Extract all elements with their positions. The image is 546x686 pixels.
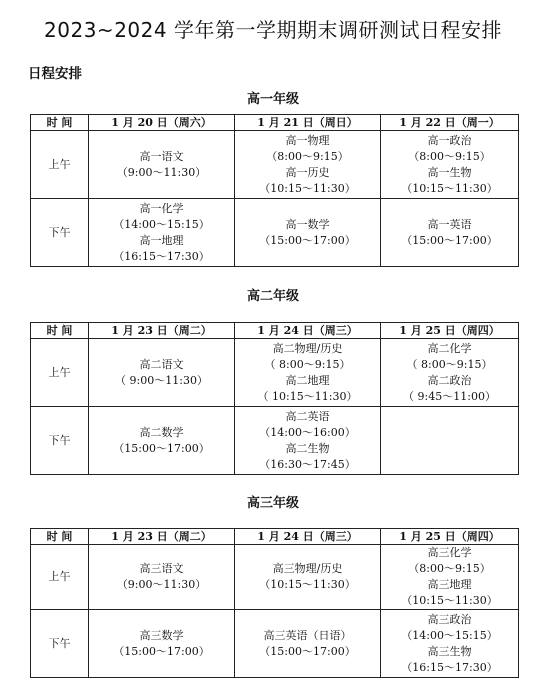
exam-subject: 高二生物 [285,441,330,455]
exam-cell [381,545,519,610]
exam-subject: 高二物理/历史 [272,341,343,355]
exam-cell [89,407,235,475]
exam-time: （16:30～17:45） [259,457,356,471]
column-header: 时 间 [31,115,89,131]
column-header: 时 间 [31,323,89,339]
exam-time: （10:15～11:30） [401,181,498,195]
table-row [31,545,519,610]
column-header: 1 月 21 日（周日） [235,115,381,131]
exam-time: （16:15～17:30） [113,249,210,263]
exam-time: （8:00～9:15） [266,149,349,163]
grade-heading: 高一年级 [246,92,299,107]
exam-cell [235,610,381,678]
exam-time: （14:00～15:15） [113,217,210,231]
exam-subject: 高三语文 [139,562,184,575]
table-header-row [31,323,519,339]
period-label: 上午 [31,339,89,407]
grade-heading: 高二年级 [246,289,299,304]
exam-subject: 高一语文 [139,149,184,163]
exam-cell [89,545,235,610]
column-header: 1 月 25 日（周四） [381,529,519,545]
exam-cell [89,339,235,407]
table-row [31,199,519,267]
exam-subject: 高三物理/历史 [272,562,343,575]
column-header: 1 月 25 日（周四） [381,323,519,339]
column-header: 1 月 24 日（周三） [235,529,381,545]
exam-time: （9:00～11:30） [116,165,207,179]
exam-cell [89,610,235,678]
column-header: 时 间 [31,529,89,545]
exam-subject: 高一历史 [285,165,330,179]
exam-time: （10:15～11:30） [259,181,356,195]
exam-time: （14:00～15:15） [401,628,498,642]
exam-time: （ 9:45～11:00） [403,389,496,403]
table-row [31,339,519,407]
exam-time: （ 10:15～11:30） [257,389,358,403]
exam-time: （14:00～16:00） [259,425,356,439]
exam-subject: 高二语文 [139,357,184,371]
exam-subject: 高三生物 [427,644,472,658]
exam-cell [235,131,381,199]
exam-time: （8:00～9:15） [408,149,491,163]
section-subtitle: 日程安排 [28,66,82,82]
exam-subject: 高三地理 [427,578,472,591]
column-header: 1 月 23 日（周二） [89,529,235,545]
exam-time: （15:00～17:00） [113,644,210,658]
exam-subject: 高一生物 [427,165,472,179]
exam-cell [381,131,519,199]
column-header: 1 月 23 日（周二） [89,323,235,339]
period-label: 上午 [31,545,89,610]
period-label: 上午 [31,131,89,199]
table-row [31,407,519,475]
exam-cell [381,339,519,407]
table-row [31,610,519,678]
period-label: 下午 [31,199,89,267]
table-header-row [31,115,519,131]
exam-subject: 高三政治 [427,612,472,626]
exam-subject: 高一地理 [139,233,184,247]
period-label: 下午 [31,407,89,475]
exam-subject: 高二数学 [139,425,184,439]
exam-cell [381,610,519,678]
grade-heading: 高三年级 [246,496,299,511]
exam-subject: 高三数学 [139,628,184,642]
exam-cell [235,545,381,610]
exam-cell [89,199,235,267]
table-header-row [31,529,519,545]
exam-time: （15:00～17:00） [401,233,498,247]
exam-subject: 高三化学 [427,546,472,559]
exam-subject: 高三英语（日语） [263,628,352,642]
exam-cell [235,339,381,407]
exam-cell [235,199,381,267]
exam-cell [381,407,519,475]
table-row [31,131,519,199]
exam-subject: 高一英语 [427,217,472,231]
exam-time: （ 8:00～9:15） [406,357,493,371]
exam-subject: 高二政治 [427,373,472,387]
exam-subject: 高二地理 [285,373,330,387]
schedule-table [30,114,519,267]
schedule-table [30,322,519,475]
exam-time: （8:00～9:15） [408,562,491,575]
exam-time: （15:00～17:00） [113,441,210,455]
exam-time: （ 8:00～9:15） [264,357,351,371]
column-header: 1 月 20 日（周六） [89,115,235,131]
period-label: 下午 [31,610,89,678]
exam-time: （16:15～17:30） [401,660,498,674]
exam-subject: 高二化学 [427,341,472,355]
exam-subject: 高一物理 [285,133,330,147]
exam-subject: 高一数学 [285,217,330,231]
exam-time: （ 9:00～11:30） [115,373,208,387]
exam-cell [235,407,381,475]
exam-time: （10:15～11:30） [401,594,498,607]
exam-time: （15:00～17:00） [259,644,356,658]
exam-time: （10:15～11:30） [259,578,356,591]
column-header: 1 月 22 日（周一） [381,115,519,131]
exam-time: （9:00～11:30） [116,578,207,591]
exam-subject: 高一化学 [139,201,184,215]
exam-time: （15:00～17:00） [259,233,356,247]
schedule-table [30,528,519,678]
page-title: 2023~2024 学年第一学期期末调研测试日程安排 [44,18,502,42]
exam-cell [381,199,519,267]
exam-subject: 高一政治 [427,133,472,147]
exam-cell [89,131,235,199]
exam-subject: 高二英语 [285,409,330,423]
column-header: 1 月 24 日（周三） [235,323,381,339]
